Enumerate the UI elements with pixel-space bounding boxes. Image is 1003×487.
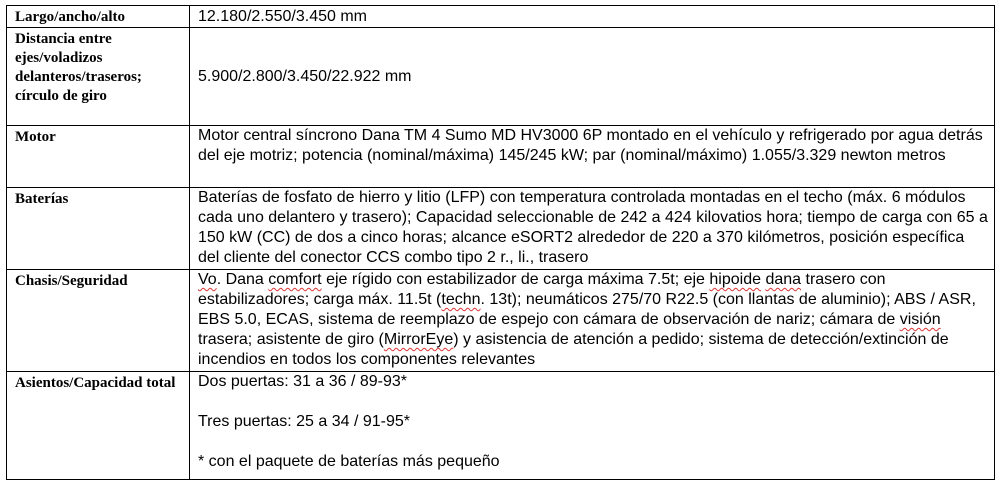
spelling-flagged-word: MirrorEye [383, 331, 454, 348]
table-row [7, 188, 995, 270]
row-value [190, 270, 995, 372]
row-value [190, 372, 995, 480]
value-text: trasera; asistente de giro ( [198, 331, 384, 348]
seating-line: Tres puertas: 25 a 34 / 91-95* [198, 413, 410, 430]
row-value: Baterías de fosfato de hierro y litio (LFP) con temperatura controlada montadas en el techo (máx. 6 módulos cada uno delantero y trasero); Capacidad seleccionable de 242 a 424 kilovatios hora; tiempo de carga con 65 a 150 kW (CC) de dos a cinco horas; alcance eSORT2 alrededor de 220 a 370 kilómetros, posición específica del cliente del conector CCS combo tipo 2 r., li., trasero [190, 188, 995, 270]
row-label: Largo/ancho/alto [7, 6, 190, 28]
spelling-flagged-word: visión [899, 311, 941, 328]
value-text: . 13t); neumáticos 275/70 R22.5 (con llantas de aluminio); ABS / ASR, EBS 5.0, ECAS, sistema de reemplazo de espejo con cámara de observación de nariz; cámara de [198, 291, 976, 328]
table-row [7, 126, 995, 188]
table-row [7, 6, 995, 28]
table-row [7, 372, 995, 480]
row-label: Chasis/Seguridad [7, 270, 190, 372]
row-label: Baterías [7, 188, 190, 270]
spelling-flagged-word: hipoide [709, 271, 761, 288]
table-row [7, 28, 995, 126]
spec-table [6, 5, 995, 480]
seating-blank-line [198, 432, 988, 452]
row-value: Motor central síncrono Dana TM 4 Sumo MD HV3000 6P montado en el vehículo y refrigerado por agua detrás del eje motriz; potencia (nominal/máxima) 145/245 kW; par (nominal/máximo) 1.055/3.329 newton metros [190, 126, 995, 188]
spelling-flagged-word: dana [765, 271, 802, 288]
spelling-flagged-word: comfort [268, 271, 322, 288]
row-label: Motor [7, 126, 190, 188]
spelling-flagged-word: Vo [198, 271, 217, 288]
row-label: Distancia entre ejes/voladizos delanteros/traseros; círculo de giro [7, 28, 190, 126]
seating-line: Dos puertas: 31 a 36 / 89-93* [198, 373, 408, 390]
value-text: eje rígido con estabilizador de carga máxima 7.5t; eje [321, 271, 710, 288]
table-row [7, 270, 995, 372]
seating-blank-line [198, 392, 988, 412]
row-value: 5.900/2.800/3.450/22.922 mm [190, 28, 995, 126]
row-label: Asientos/Capacidad total [7, 372, 190, 480]
spelling-flagged-word: techn [441, 291, 481, 308]
row-value: 12.180/2.550/3.450 mm [190, 6, 995, 28]
seating-footnote: * con el paquete de baterías más pequeño [198, 453, 500, 470]
value-text: ) y asistencia de atención a pedido; sistema de detección/extinción de incendios en todos los componentes relevantes [198, 331, 949, 368]
value-text: . Dana [216, 271, 269, 288]
value-text: trasero con estabilizadores; carga máx. 11.5t ( [198, 271, 886, 308]
